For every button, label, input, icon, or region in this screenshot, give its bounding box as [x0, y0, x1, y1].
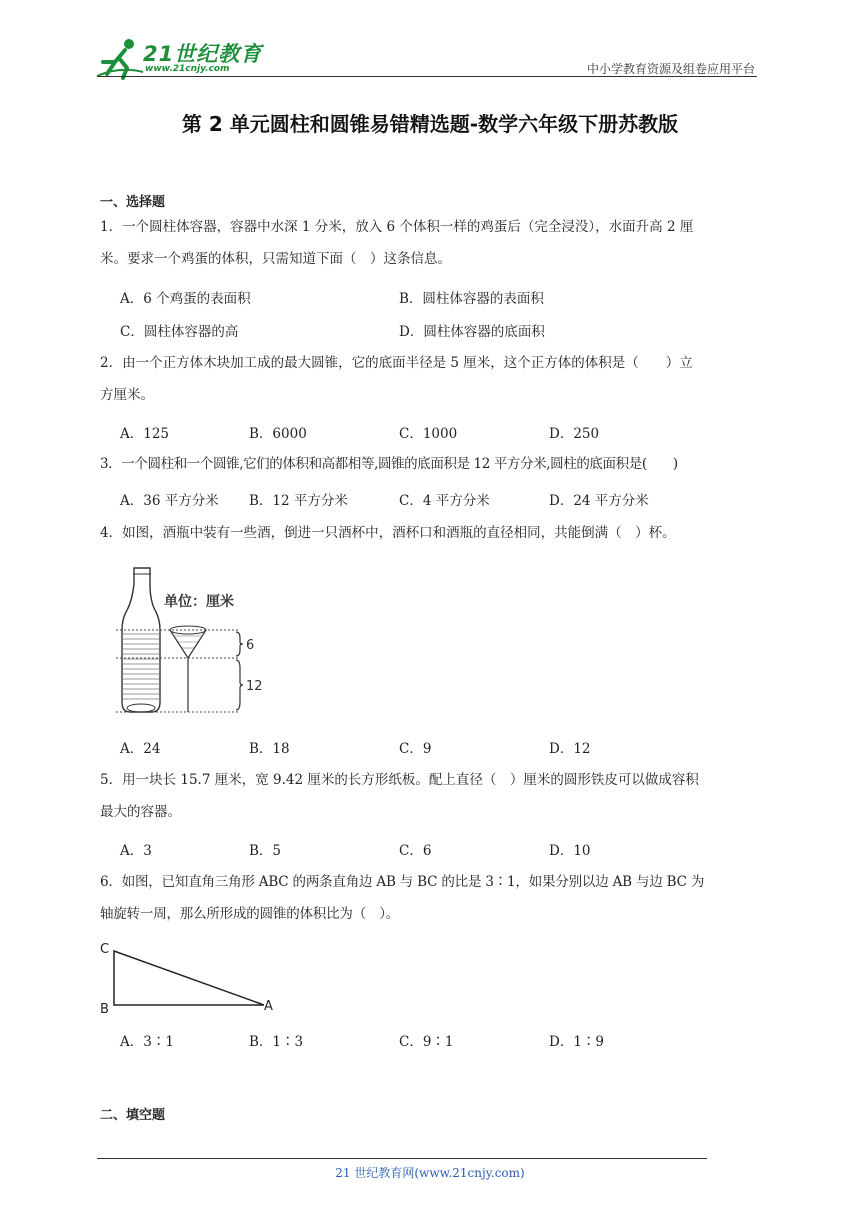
option-c[interactable]: C．1000 — [399, 426, 458, 442]
option-d[interactable]: D．圆柱体容器的底面积 — [399, 324, 545, 340]
option-d[interactable]: D．12 — [549, 741, 591, 757]
option-c[interactable]: C．9∶1 — [399, 1034, 454, 1050]
option-a[interactable]: A．36 平方分米 — [120, 493, 219, 509]
dim-label-bottom: 12 — [246, 679, 263, 694]
question-text: 轴旋转一周，那么所形成的圆锥的体积比为（ ）。 — [100, 906, 400, 922]
option-b[interactable]: B．18 — [249, 741, 290, 757]
logo-text: 21世纪教育 — [143, 42, 263, 66]
option-d[interactable]: D．1∶9 — [549, 1034, 605, 1050]
question-2 — [100, 347, 760, 411]
question-text: 2．由一个正方体木块加工成的最大圆锥，它的底面半径是 5 厘米，这个正方体的体积是（ ）立 — [100, 355, 693, 371]
option-a[interactable]: A．125 — [120, 426, 170, 442]
question-text: 5．用一块长 15.7 厘米，宽 9.42 厘米的长方形纸板。配上直径（ ）厘米的圆形铁皮可以做成容积 — [100, 772, 699, 788]
vertex-label-b: B — [100, 1002, 109, 1017]
question-1 — [100, 211, 760, 275]
option-a[interactable]: A．6 个鸡蛋的表面积 — [120, 291, 251, 307]
question-text: 4．如图，酒瓶中装有一些酒，倒进一只酒杯中，酒杯口和酒瓶的直径相同，共能倒满（ ）杯。 — [100, 525, 676, 541]
unit-label: 单位：厘米 — [164, 594, 234, 610]
option-c[interactable]: C．6 — [399, 843, 432, 859]
footer-divider — [97, 1158, 707, 1159]
liquid-hatching — [123, 634, 159, 699]
option-b[interactable]: B．5 — [249, 843, 282, 859]
question-text: 6．如图，已知直角三角形 ABC 的两条直角边 AB 与 BC 的比是 3∶1，如果分别以边 AB 与边 BC 为 — [100, 874, 705, 890]
section-heading-fill: 二、填空题 — [100, 1108, 166, 1123]
page-title: 第 2 单元圆柱和圆锥易错精选题-数学六年级下册苏教版 — [181, 112, 679, 136]
option-a[interactable]: A．24 — [120, 741, 161, 757]
option-d[interactable]: D．250 — [549, 426, 600, 442]
question-text: 米。要求一个鸡蛋的体积，只需知道下面（ ）这条信息。 — [100, 251, 451, 267]
dim-label-top: 6 — [246, 638, 255, 653]
question-text: 最大的容器。 — [100, 804, 181, 820]
bottle-base — [127, 704, 155, 712]
triangle-figure — [96, 937, 286, 1019]
section-heading-choice: 一、选择题 — [100, 195, 166, 210]
brace-top — [236, 632, 243, 656]
option-b[interactable]: B．6000 — [249, 426, 307, 442]
runner-icon — [95, 36, 145, 80]
question-text: 方厘米。 — [100, 387, 154, 403]
option-b[interactable]: B．圆柱体容器的表面积 — [399, 291, 544, 307]
vertex-label-a: A — [264, 999, 273, 1014]
question-text: 3．一个圆柱和一个圆锥,它们的体积和高都相等,圆锥的底面积是 12 平方分米,圆柱的底面积是( ) — [100, 456, 678, 472]
option-a[interactable]: A．3 — [120, 843, 152, 859]
option-a[interactable]: A．3∶1 — [120, 1034, 174, 1050]
question-6 — [100, 866, 760, 930]
bottle-outline — [122, 568, 160, 712]
question-text: 1．一个圆柱体容器，容器中水深 1 分米，放入 6 个体积一样的鸡蛋后（完全浸没），水面升高 2 厘 — [100, 219, 694, 235]
header-divider — [97, 76, 757, 77]
brace-bottom — [236, 660, 243, 710]
vertex-label-c: C — [100, 942, 110, 957]
option-d[interactable]: D．10 — [549, 843, 591, 859]
question-4 — [100, 517, 760, 549]
option-c[interactable]: C．4 平方分米 — [399, 493, 490, 509]
footer-link[interactable]: 21 世纪教育网(www.21cnjy.com) — [335, 1166, 525, 1180]
triangle-abc — [114, 951, 264, 1005]
cup-hatching — [174, 636, 202, 648]
option-b[interactable]: B．1∶3 — [249, 1034, 304, 1050]
question-3 — [100, 448, 760, 480]
option-d[interactable]: D．24 平方分米 — [549, 493, 649, 509]
option-c[interactable]: C．9 — [399, 741, 432, 757]
platform-tagline: 中小学教育资源及组卷应用平台 — [586, 62, 755, 76]
option-b[interactable]: B．12 平方分米 — [249, 493, 348, 509]
bottle-cup-figure — [112, 562, 272, 720]
question-5 — [100, 764, 760, 828]
logo-url: www.21cnjy.com — [145, 64, 230, 74]
option-c[interactable]: C．圆柱体容器的高 — [120, 324, 239, 340]
